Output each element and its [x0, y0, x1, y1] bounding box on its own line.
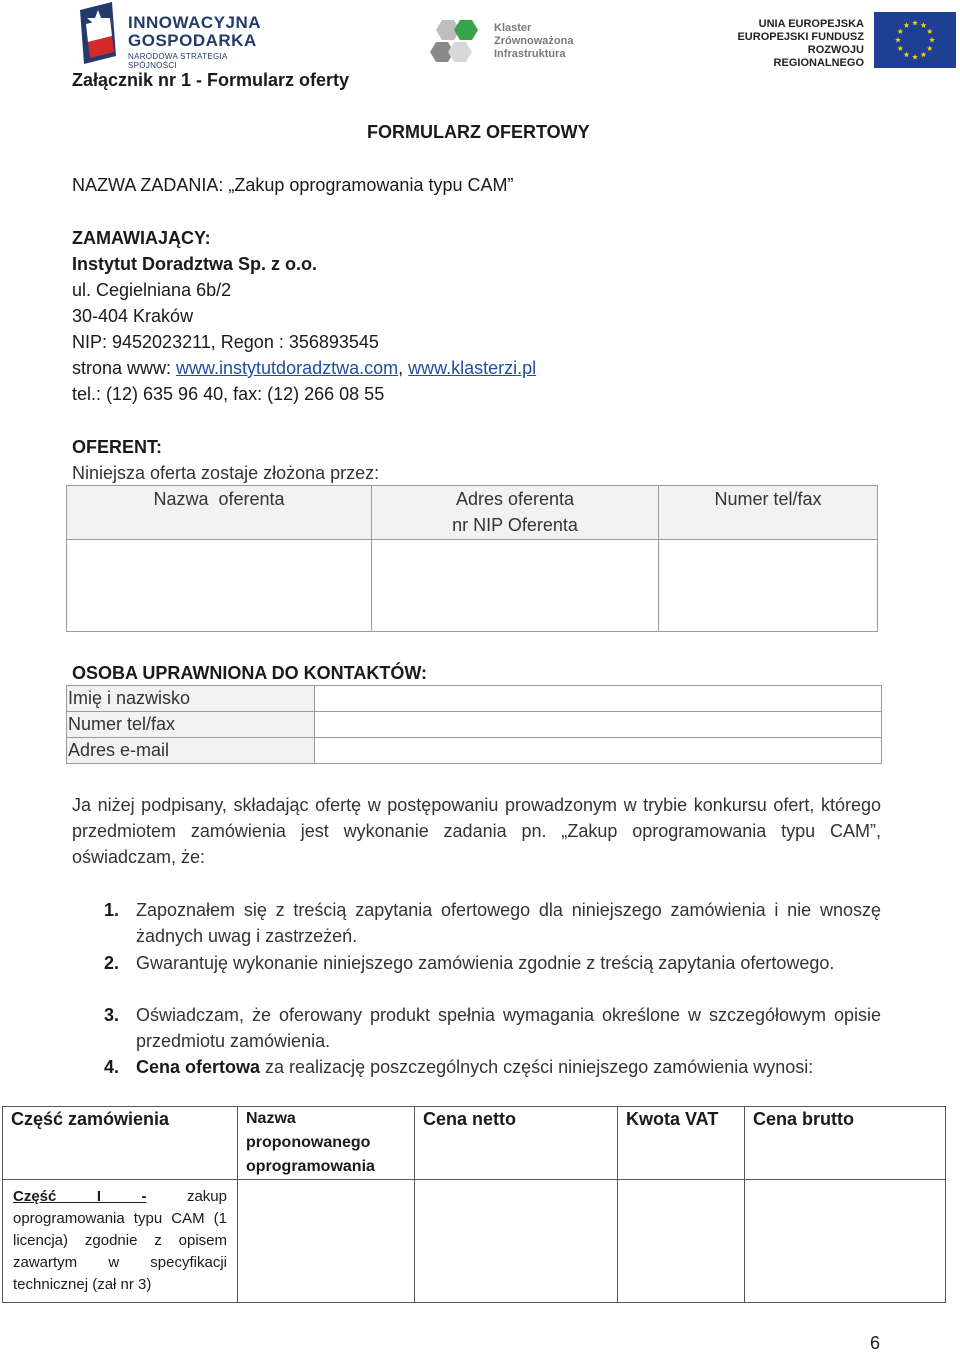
price-table	[2, 1106, 946, 1303]
innowacyjna-gospodarka-logo	[72, 2, 272, 70]
price-table-row	[3, 1180, 946, 1303]
contact-table	[66, 685, 882, 764]
contact-row-phone	[67, 712, 882, 738]
price-col-gross: Cena brutto	[745, 1107, 946, 1180]
declaration-paragraph: Ja niżej podpisany, składając ofertę w postępowaniu prowadzonym w trybie konkursu ofert, którego przedmiotem zamówienia jest wykonanie zadania pn. „Zakup oprogramowania typu CAM”, oświadczam, że:	[72, 795, 881, 867]
buyer-heading: ZAMAWIAJĄCY:	[72, 228, 211, 248]
eu-logo-text: UNIA EUROPEJSKA EUROPEJSKI FUNDUSZ ROZWOJU REGIONALNEGO	[737, 18, 864, 69]
item-4-rest: za realizację poszczególnych części niniejszego zamówienia wynosi:	[260, 1057, 814, 1077]
klaster-logo-text: Klaster Zrównoważona Infrastruktura	[494, 22, 574, 60]
price-gross-cell[interactable]	[745, 1180, 946, 1303]
item-2-number: 2.	[104, 953, 120, 973]
page-number: 6	[870, 1333, 881, 1353]
contact-value-phone[interactable]	[315, 712, 882, 738]
offeror-col-address	[372, 486, 659, 540]
form-title: FORMULARZ OFERTOWY	[367, 122, 590, 142]
contact-row-name	[67, 686, 882, 712]
annex-title: Załącznik nr 1 - Formularz oferty	[72, 70, 350, 90]
offeror-col-name-label: Nazwa oferenta	[153, 489, 285, 509]
price-col-net: Cena netto	[415, 1107, 618, 1180]
item-1-number: 1.	[104, 900, 120, 920]
buyer-phone: tel.: (12) 635 96 40, fax: (12) 266 08 55	[72, 384, 385, 404]
eu-flag-icon	[874, 12, 956, 68]
contact-heading: OSOBA UPRAWNIONA DO KONTAKTÓW:	[72, 663, 427, 683]
offeror-table-row	[67, 540, 878, 632]
price-part-label: Część I -	[13, 1188, 147, 1205]
offeror-phone-cell[interactable]	[659, 540, 878, 632]
item-3-text: Oświadczam, że oferowany produkt spełnia wymagania określone w szczegółowym opisie przedmiotu zamówienia.	[136, 1005, 881, 1051]
price-col-software: Nazwa proponowanego oprogramowania	[238, 1107, 415, 1180]
contact-label-name: Imię i nazwisko	[67, 686, 315, 712]
item-4-text	[136, 1054, 813, 1080]
offeror-col-name	[67, 486, 372, 540]
price-part-description	[3, 1180, 238, 1303]
price-software-cell[interactable]	[238, 1180, 415, 1303]
offeror-intro: Niniejsza oferta zostaje złożona przez:	[72, 463, 380, 483]
item-4-bold: Cena ofertowa	[136, 1057, 261, 1077]
price-col-part: Część zamówienia	[3, 1107, 238, 1180]
buyer-ids: NIP: 9452023211, Regon : 356893545	[72, 332, 379, 352]
offeror-table	[66, 485, 878, 632]
item-1-text: Zapoznałem się z treścią zapytania ofertowego dla niniejszego zamówienia i nie wnoszę żadnych uwag i zastrzeżeń.	[136, 900, 881, 946]
www-prefix: strona www:	[72, 358, 177, 378]
polish-flag-star-icon	[72, 2, 124, 64]
link-klasterzi[interactable]: www.klasterzi.pl	[408, 358, 537, 378]
buyer-www	[72, 355, 536, 381]
buyer-name: Instytut Doradztwa Sp. z o.o.	[72, 254, 318, 274]
contact-value-email[interactable]	[315, 738, 882, 764]
offeror-table-header	[67, 486, 878, 540]
item-4-number: 4.	[104, 1057, 120, 1077]
eu-logo	[726, 10, 960, 70]
item-2-text: Gwarantuję wykonanie niniejszego zamówienia zgodnie z treścią zapytania ofertowego.	[136, 953, 835, 973]
price-net-cell[interactable]	[415, 1180, 618, 1303]
link-separator: ,	[398, 358, 409, 378]
contact-label-email: Adres e-mail	[67, 738, 315, 764]
offeror-heading: OFERENT:	[72, 437, 162, 457]
klaster-logo	[428, 16, 578, 66]
offeror-col-address-line2: nr NIP Oferenta	[452, 515, 578, 535]
offeror-col-address-line1: Adres oferenta	[455, 489, 575, 509]
link-instytutdoradztwa[interactable]: www.instytutdoradztwa.com	[176, 358, 399, 378]
price-part-text: zakup oprogramowania typu CAM (1 licencja) zgodnie z opisem zawartym w specyfikacji technicznej (zał nr 3)	[13, 1188, 227, 1293]
contact-row-email	[67, 738, 882, 764]
contact-label-phone: Numer tel/fax	[67, 712, 315, 738]
contact-value-name[interactable]	[315, 686, 882, 712]
price-col-vat: Kwota VAT	[618, 1107, 745, 1180]
klaster-hexagons-icon	[428, 16, 490, 66]
offeror-col-phone-label: Numer tel/fax	[714, 489, 822, 509]
buyer-street: ul. Cegielniana 6b/2	[72, 280, 232, 300]
offeror-name-cell[interactable]	[67, 540, 372, 632]
item-3-number: 3.	[104, 1005, 120, 1025]
price-table-header	[3, 1107, 946, 1180]
logo-innowacyjna-text: INNOWACYJNA GOSPODARKA	[128, 13, 262, 50]
offeror-col-phone	[659, 486, 878, 540]
price-vat-cell[interactable]	[618, 1180, 745, 1303]
logo-innowacyjna-tagline: NARODOWA STRATEGIA SPÓJNOŚCI	[128, 52, 228, 70]
buyer-city: 30-404 Kraków	[72, 306, 194, 326]
offeror-address-cell[interactable]	[372, 540, 659, 632]
task-name: NAZWA ZADANIA: „Zakup oprogramowania typu CAM”	[72, 175, 514, 195]
